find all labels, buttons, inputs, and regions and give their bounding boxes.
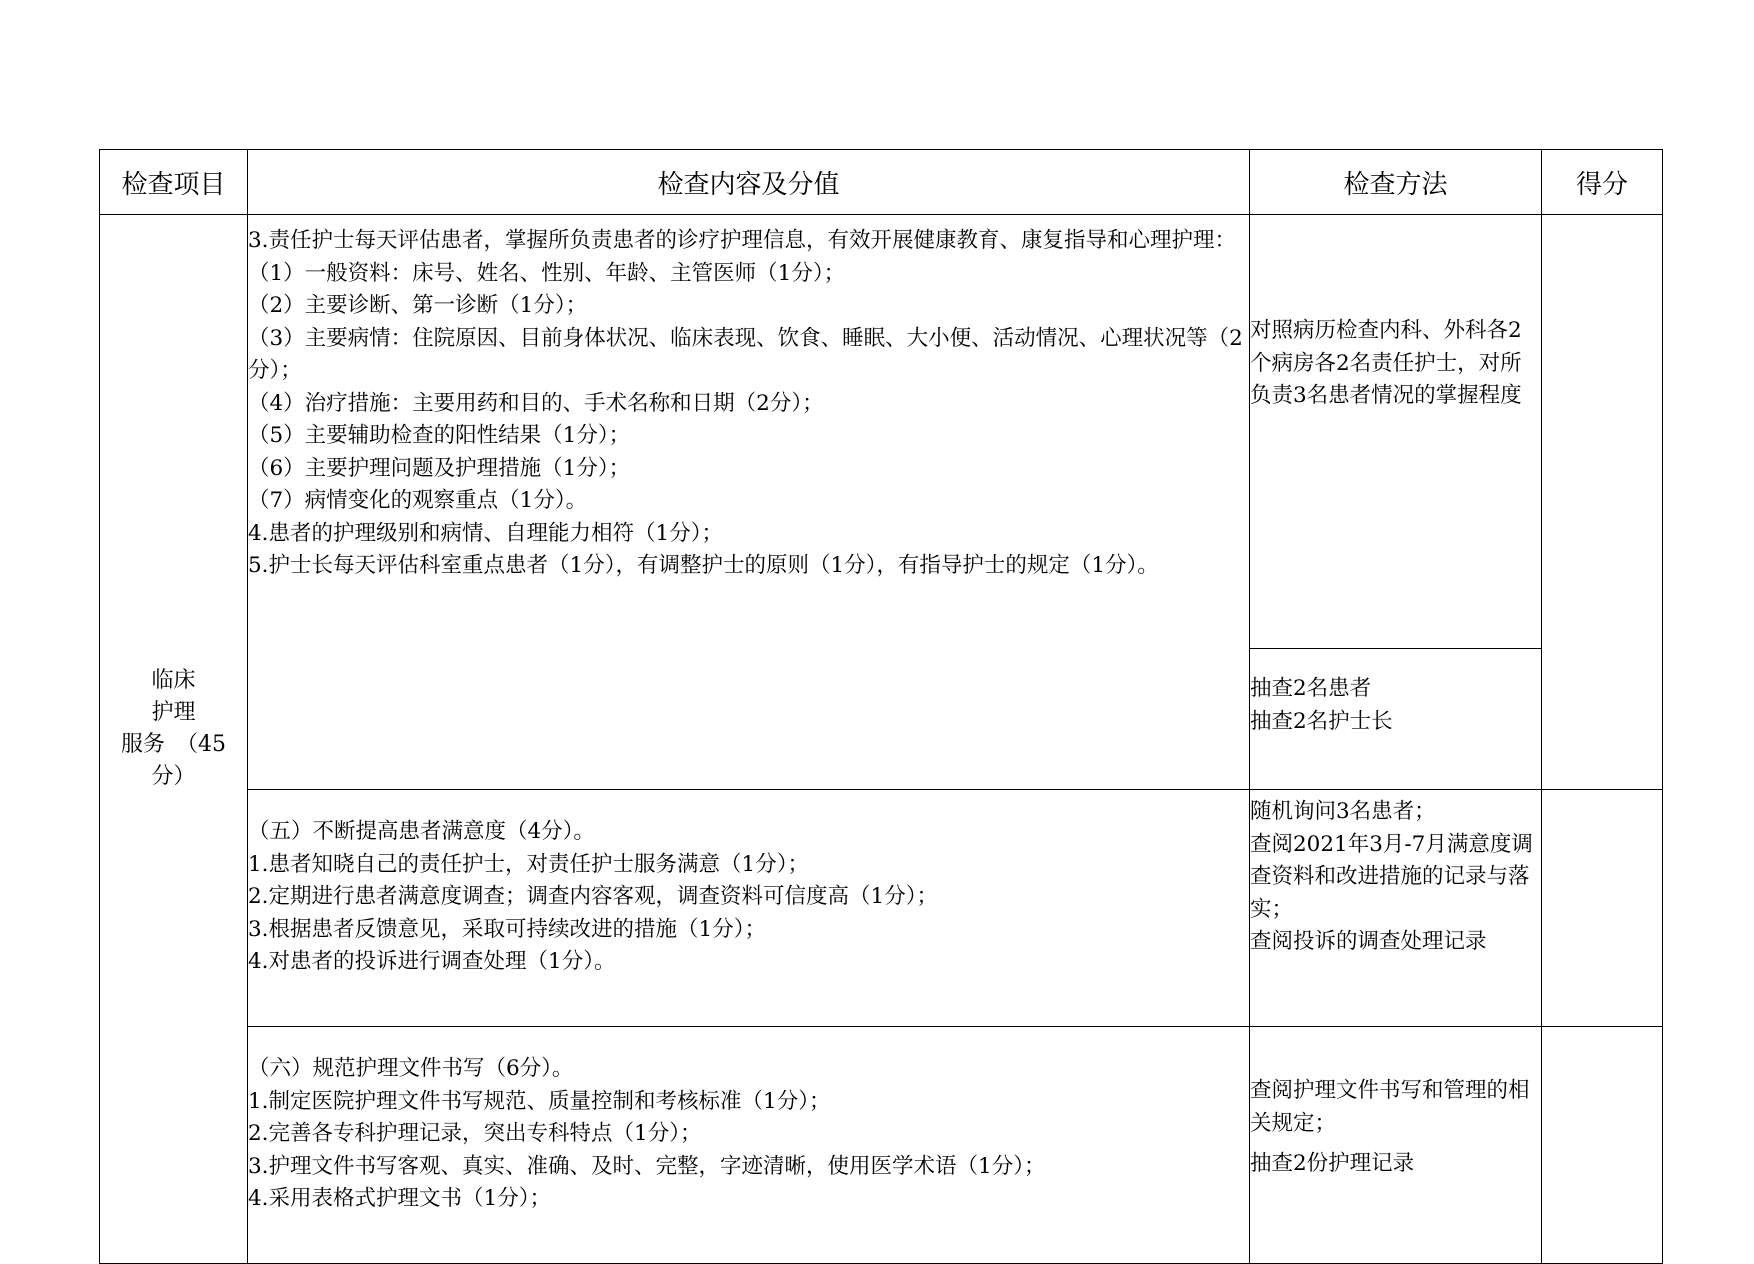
inspection-table [99,149,1663,1264]
content-line: 2.完善各专科护理记录，突出专科特点（1分）； [248,1121,702,1146]
method-cell [1250,215,1542,649]
content-cell [248,215,1250,790]
content-cell [248,790,1250,1027]
content-line: （7）病情变化的观察重点（1分）。 [248,488,588,513]
content-line: （五）不断提高患者满意度（4分）。 [248,819,595,844]
method-line: 对照病历检查内科、外科各2个病房各2名责任护士，对所负责3名患者情况的掌握程度 [1250,318,1522,408]
content-cell [248,1027,1250,1264]
content-line: 3.护理文件书写客观、真实、准确、及时、完整，字迹清晰，使用医学术语（1分）； [248,1153,1046,1179]
method-cell [1250,1027,1542,1264]
category-line: 服务 （45 [121,732,226,757]
table-row [100,1027,1663,1264]
method-line: 查阅投诉的调查处理记录 [1250,929,1487,954]
content-line: （3）主要病情：住院原因、目前身体状况、临床表现、饮食、睡眠、大小便、活动情况、心理状况等（2分）； [248,325,1243,383]
method-line: 抽查2名患者 [1250,676,1372,701]
category-cell [100,215,248,1264]
method-line: 抽查2份护理记录 [1250,1151,1415,1176]
method-line: 查阅2021年3月-7月满意度调查资料和改进措施的记录与落实； [1250,831,1533,922]
header-method: 检查方法 [1250,150,1542,215]
content-line: （六）规范护理文件书写（6分）。 [248,1056,574,1081]
content-line: 5.护士长每天评估科室重点患者（1分），有调整护士的原则（1分），有指导护士的规定（1分）。 [248,553,1159,578]
content-line: 1.制定医院护理文件书写规范、质量控制和考核标准（1分）； [248,1088,831,1114]
content-line: （2）主要诊断、第一诊断（1分）； [248,293,588,318]
score-cell[interactable] [1542,1027,1663,1264]
category-line: 分） [151,764,196,789]
table-row [100,215,1663,649]
header-item: 检查项目 [100,150,248,215]
content-line: 4.采用表格式护理文书（1分）； [248,1186,551,1211]
content-line: （4）治疗措施：主要用药和目的、手术名称和日期（2分）； [248,390,824,416]
method-cell [1250,649,1542,790]
header-content: 检查内容及分值 [248,150,1250,215]
method-cell [1250,790,1542,1027]
score-cell[interactable] [1542,215,1663,790]
category-line: 临床 [151,668,196,693]
header-score: 得分 [1542,150,1663,215]
method-line: 查阅护理文件书写和管理的相关规定； [1250,1078,1530,1136]
content-line: 4.对患者的投诉进行调查处理（1分）。 [248,949,616,974]
content-line: 1.患者知晓自己的责任护士，对责任护士服务满意（1分）； [248,851,809,877]
table-row [100,790,1663,1027]
content-line: （1）一般资料：床号、姓名、性别、年龄、主管医师（1分）； [248,260,846,286]
content-line: （6）主要护理问题及护理措施（1分）； [248,455,631,481]
content-line: 3.根据患者反馈意见，采取可持续改进的措施（1分）； [248,916,766,942]
content-line: 2.定期进行患者满意度调查；调查内容客观，调查资料可信度高（1分）； [248,884,938,909]
method-line: 随机询问3名患者； [1250,799,1436,824]
category-line: 护理 [151,700,196,725]
score-cell[interactable] [1542,790,1663,1027]
header-row [100,150,1663,215]
method-line: 抽查2名护士长 [1250,708,1393,734]
content-line: （5）主要辅助检查的阳性结果（1分）； [248,423,631,448]
content-line: 4.患者的护理级别和病情、自理能力相符（1分）； [248,520,723,546]
content-line: 3.责任护士每天评估患者，掌握所负责患者的诊疗护理信息，有效开展健康教育、康复指导和心理护理： [248,228,1237,253]
